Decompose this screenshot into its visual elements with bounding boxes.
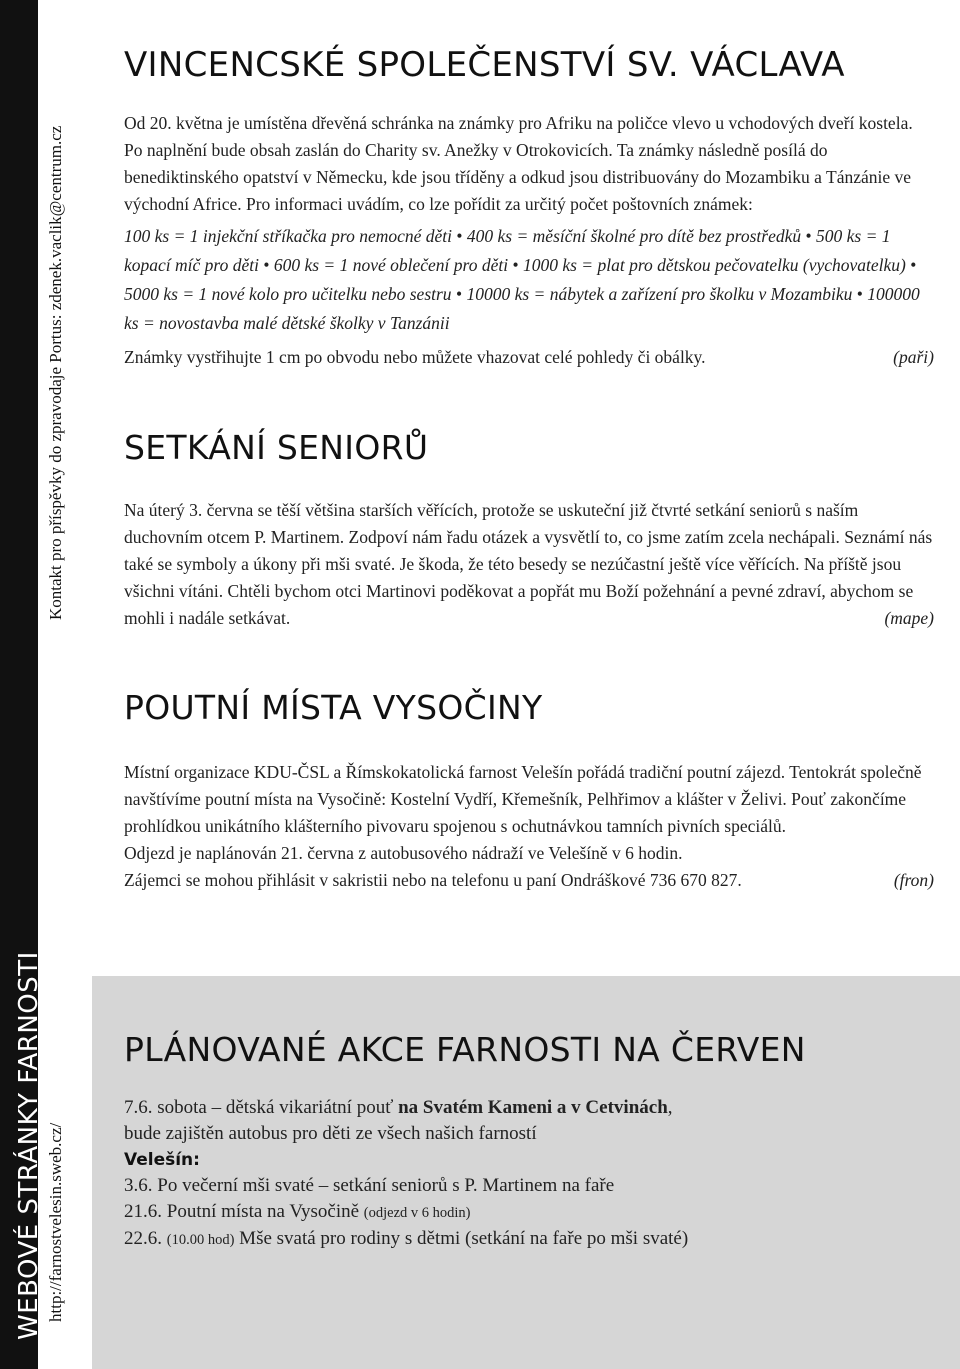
list-item: 600 ks = 1 nové oblečení pro děti — [273, 255, 509, 275]
paragraph — [124, 497, 934, 632]
bullet: • — [456, 226, 463, 246]
section-seniori — [124, 428, 934, 632]
event-text: 22.6. — [124, 1228, 167, 1249]
bullet: • — [512, 255, 519, 275]
list-item: 5000 ks = 1 nové kolo pro učitelku nebo sestru — [124, 284, 452, 304]
event-line — [124, 1199, 934, 1226]
sidebar-contact: Kontakt pro příspěvky do zpravodaje Portus: zdenek.vaclik@centrum.cz — [46, 125, 65, 620]
event-line: bude zajištěn autobus pro děti ze všech našich farností — [124, 1123, 537, 1144]
stamp-price-list — [124, 222, 934, 338]
paragraph: Místní organizace KDU-ČSL a Římskokatolická farnost Velešín pořádá tradiční poutní zájezd. Tentokrát společně navštívíme poutní místa na Vysočině: Kostelní Vydří, Křemešník, Pelhřimov a klášter v Želivi. Pouť zakončíme prohlídkou unikátního klášterního pivovaru spojenou s ochutnávkou tamních pivních speciálů. — [124, 762, 922, 836]
event-line — [124, 1226, 934, 1253]
sidebar-title: WEBOVÉ STRÁNKY FARNOSTI — [14, 951, 44, 1340]
paragraph-text: Zájemci se mohou přihlásit v sakristii nebo na telefonu u paní Ondráškové 736 670 827. — [124, 870, 742, 890]
event-note: (10.00 hod) — [166, 1232, 235, 1248]
event-place: na Svatém Kameni a v Cetvinách — [398, 1097, 668, 1118]
event-line: 3.6. Po večerní mši svaté – setkání seniorů s P. Martinem na faře — [124, 1175, 615, 1196]
list-item: 500 ks = 1 kopací míč pro děti — [124, 226, 891, 275]
list-item: 10000 ks = nábytek a zařízení pro školku v Mozambiku — [466, 284, 853, 304]
event-text: 7.6. sobota – dětská vikariátní pouť — [124, 1097, 399, 1118]
event-note: (odjezd v 6 hodin) — [363, 1205, 471, 1221]
bullet: • — [455, 284, 463, 304]
list-item: 100 ks = 1 injekční stříkačka pro nemocné děti — [124, 226, 453, 246]
subheading-velesin: Velešín: — [124, 1150, 200, 1170]
section-title: SETKÁNÍ SENIORŮ — [124, 428, 429, 467]
author-signature: (paři) — [893, 347, 934, 367]
list-item: 1000 ks = plat pro dětskou pečovatelku (vychovatelku) — [522, 255, 906, 275]
paragraph — [124, 867, 934, 894]
author-signature: (fron) — [893, 870, 934, 890]
section-title: VINCENCSKÉ SPOLEČENSTVÍ SV. VÁCLAVA — [124, 45, 845, 85]
author-signature: (mape) — [884, 608, 934, 628]
paragraph: Od 20. května je umístěna dřevěná schránka na známky pro Afriku na poličce vlevo u vchodových dveří kostela. Po naplnění bude obsah zaslán do Charity sv. Anežky v Otrokovicích. Ta známky následně posílá do benediktinského opatství v Německu, kde jsou tříděny a odkud jsou distribuovány do Mozambiku a Tánzánie ve východní Africe. Pro informaci uvádím, co lze pořídit za určitý počet poštovních známek: — [124, 113, 913, 214]
paragraph: Odjezd je naplánován 21. června z autobusového nádraží ve Velešíně v 6 hodin. — [124, 843, 683, 863]
bullet: • — [805, 226, 812, 246]
list-item: 100000 ks = novostavba malé dětské školky v Tanzánii — [124, 284, 920, 333]
sidebar-url-link[interactable]: http://farnostvelesin.sweb.cz/ — [46, 1122, 65, 1322]
section-title: POUTNÍ MÍSTA VYSOČINY — [124, 688, 543, 727]
event-text: 21.6. Poutní místa na Vysočině — [124, 1201, 364, 1222]
bullet: • — [910, 255, 917, 275]
section-poutni-mista — [124, 688, 934, 894]
sidebar — [0, 0, 92, 1369]
paragraph-text: Na úterý 3. června se těší většina starších věřících, protože se uskuteční již čtvrté setkání seniorů s naším duchovním otcem P. Martinem. Zodpoví nám řadu otázek a vysvětlí to, co jsme zatím zcela nechápali. Seznámí nás také se symboly a úkony při mši svaté. Je škoda, že této besedy se nezúčastní ještě více věřících. Na příště jsou všichni vítáni. Chtěli bychom otci Martinovi poděkovat a popřát mu Boží požehnání a pevné zdraví, abychom se mohli i nadále setkávat. — [124, 500, 933, 628]
section-planovane-akce — [124, 1030, 934, 1253]
section-vincencske — [124, 45, 934, 371]
event-text: , — [667, 1097, 673, 1118]
list-item: 400 ks = měsíční školné pro dítě bez prostředků — [466, 226, 802, 246]
section-title: PLÁNOVANÉ AKCE FARNOSTI NA ČERVEN — [124, 1030, 806, 1069]
event-text: Mše svatá pro rodiny s dětmi (setkání na faře po mši svaté) — [234, 1228, 689, 1249]
bullet: • — [856, 284, 863, 304]
bullet: • — [263, 255, 270, 275]
paragraph-text: Známky vystřihujte 1 cm po obvodu nebo můžete vhazovat celé pohledy či obálky. — [124, 347, 706, 367]
event-line — [124, 1095, 934, 1121]
paragraph — [124, 344, 934, 371]
